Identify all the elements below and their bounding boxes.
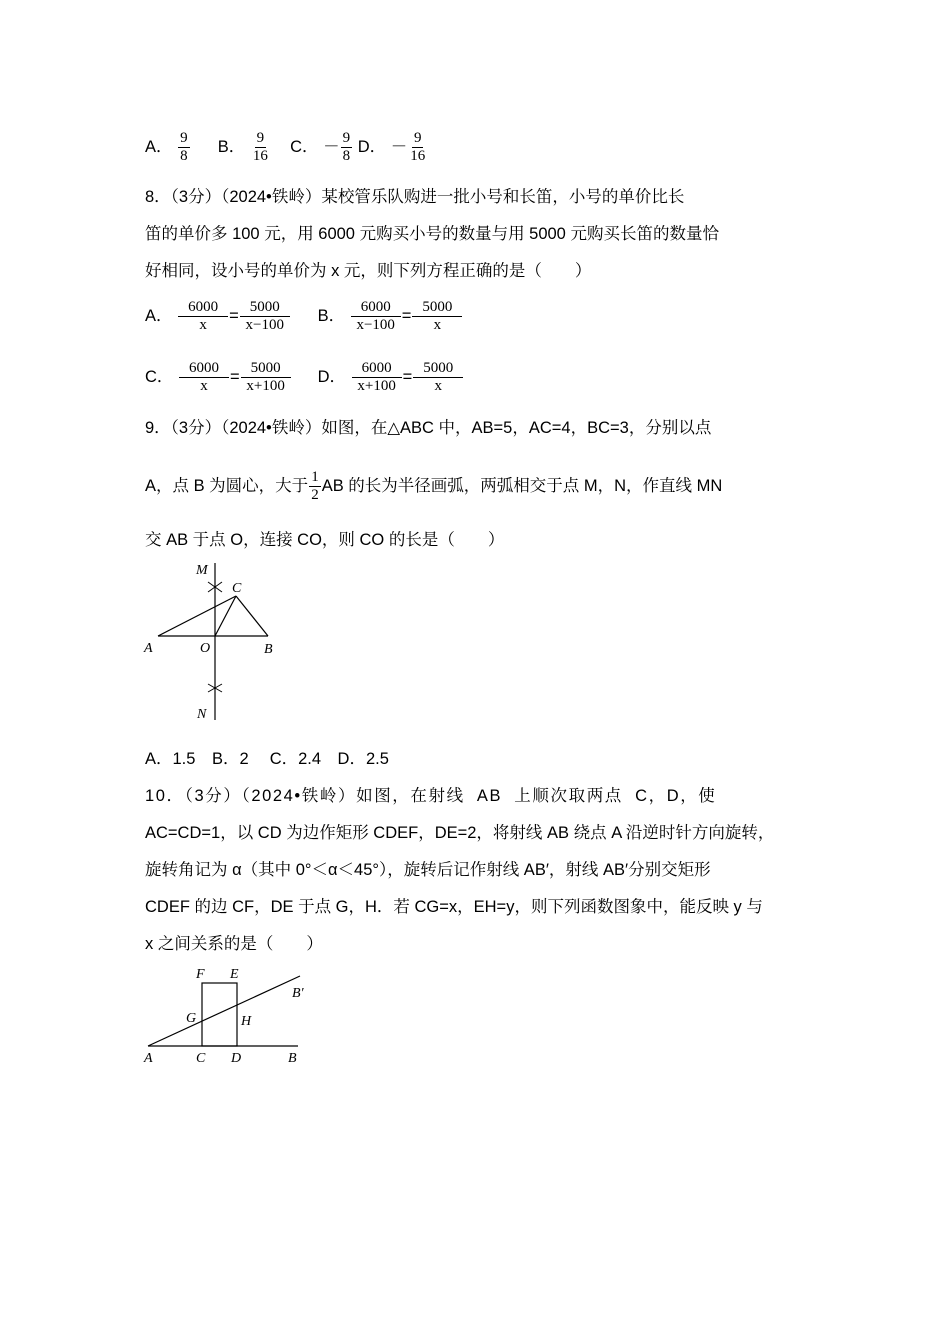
label-b: B (264, 642, 273, 657)
q8-b-right-fraction (412, 299, 462, 334)
q8-options-row-1 (145, 299, 463, 334)
q7-c-den: 8 (342, 148, 351, 164)
q8-options-row-2 (145, 360, 464, 395)
fraction-num: 6000 (179, 360, 229, 378)
q8-b-label: B． (317, 306, 346, 325)
equals-sign: = (402, 367, 413, 386)
q9-half-fraction (309, 469, 321, 504)
label-c: C (196, 1051, 206, 1066)
label-n: N (197, 707, 207, 722)
label-d: D (231, 1051, 242, 1066)
fraction-den: x+100 (246, 378, 285, 394)
fraction-den: x (433, 317, 442, 333)
equals-sign: = (230, 367, 240, 386)
q10-stem-line-2: AC=CD=1，以 CD 为边作矩形 CDEF，DE=2，将射线 AB 绕点 A 沿逆时针方向旋转， (145, 824, 775, 842)
q10-stem-line-4: CDEF 的边 CF，DE 于点 G，H．若 CG=x，EH=y，则下列函数图象中，能反映 y 与 (145, 898, 763, 916)
label-g: G (186, 1011, 197, 1026)
q7-d-fraction (408, 130, 427, 165)
q10-stem-line-5: x 之间关系的是（ ） (145, 935, 323, 953)
label-b: B (288, 1051, 297, 1066)
q7-options (145, 130, 428, 165)
equals-sign: = (401, 306, 412, 325)
q10-stem-line-3: 旋转角记为 α（其中 0°＜α＜45°），旋转后记作射线 AB′，射线 AB′分别交矩形 (145, 861, 711, 879)
fraction-num: 6000 (351, 299, 401, 317)
q7-c-fraction (341, 130, 353, 165)
q8-d-right-fraction (413, 360, 463, 395)
q10-figure (140, 962, 320, 1068)
q7-c-num: 9 (342, 130, 351, 146)
fraction-num: 5000 (240, 299, 290, 317)
q9-line2-part-b: AB 的长为半径画弧，两弧相交于点 M，N，作直线 MN (321, 476, 723, 495)
q8-option-d (318, 360, 465, 395)
fraction-num: 5000 (413, 360, 463, 378)
q8-c-right-fraction (241, 360, 291, 395)
q8-stem-line-3: 好相同，设小号的单价为 x 元，则下列方程正确的是（ ） (145, 262, 592, 280)
q8-a-label: A． (145, 306, 173, 325)
fraction-den: x (434, 378, 442, 394)
q7-a-fraction (178, 130, 190, 165)
q7-c-sign: － (323, 137, 340, 156)
label-h: H (241, 1014, 252, 1029)
q8-a-left-fraction (178, 299, 228, 334)
label-b-prime: B′ (292, 986, 304, 1001)
q7-a-den: 8 (180, 148, 188, 164)
q7-d-den: 16 (410, 148, 426, 164)
label-e: E (230, 967, 239, 982)
q9-stem-line-2 (145, 469, 722, 504)
q8-stem-line-2: 笛的单价多 100 元，用 6000 元购买小号的数量与用 5000 元购买长笛的数量恰 (145, 225, 719, 243)
segment-ac (158, 596, 236, 636)
q7-c-label: C． (290, 137, 319, 156)
label-f: F (196, 967, 205, 982)
q7-option-c (290, 130, 358, 164)
segment-bc (236, 596, 268, 636)
q9-figure (140, 558, 290, 723)
q9-line2-part-a: A，点 B 为圆心，大于 (145, 476, 309, 495)
q7-option-b (217, 130, 276, 164)
q10-stem-line-1: 10．（3分）（2024•铁岭）如图，在射线 AB 上顺次取两点 C，D，使 (145, 787, 717, 805)
q8-d-label: D． (317, 367, 347, 386)
q8-d-left-fraction (352, 360, 402, 395)
q9-stem-line-3: 交 AB 于点 O，连接 CO，则 CO 的长是（ ） (145, 531, 505, 549)
q9-options: A．1.5 B．2 C．2.4 D．2.5 (145, 750, 389, 768)
fraction-den: x+100 (357, 378, 396, 394)
q8-c-label: C． (145, 367, 174, 386)
q7-b-den: 16 (252, 148, 268, 164)
q8-option-b (318, 299, 464, 334)
label-a: A (144, 641, 153, 656)
fraction-den: x (200, 378, 208, 394)
fraction-num: 5000 (412, 299, 462, 317)
fraction-num: 6000 (352, 360, 402, 378)
label-m: M (196, 563, 208, 578)
label-c: C (232, 581, 242, 596)
equals-sign: = (229, 306, 239, 325)
q8-option-c (145, 360, 313, 395)
label-a: A (144, 1051, 153, 1066)
q7-a-num: 9 (180, 130, 188, 146)
fraction-num: 1 (311, 469, 319, 485)
fraction-num: 5000 (241, 360, 291, 378)
fraction-den: 2 (311, 487, 319, 503)
q8-c-left-fraction (179, 360, 229, 395)
q7-b-num: 9 (256, 130, 265, 146)
q7-option-d (357, 130, 429, 164)
q8-option-a (145, 299, 313, 334)
ray-ab-prime (148, 976, 300, 1046)
fraction-den: x−100 (356, 317, 395, 333)
q7-d-label: D． (357, 137, 387, 156)
q8-a-right-fraction (240, 299, 290, 334)
q9-stem-line-1: 9．（3分）（2024•铁岭）如图，在△ABC 中，AB=5，AC=4，BC=3，分别以点 (145, 419, 712, 437)
rectangle-cdef (202, 983, 237, 1046)
q7-d-num: 9 (413, 130, 422, 146)
label-o: O (200, 641, 211, 656)
q7-a-label: A． (145, 137, 173, 156)
q7-b-label: B． (217, 137, 246, 156)
q7-b-fraction (251, 130, 270, 165)
fraction-num: 6000 (178, 299, 228, 317)
q7-option-a (145, 130, 195, 164)
q8-b-left-fraction (351, 299, 401, 334)
q8-stem-line-1: 8．（3分）（2024•铁岭）某校管乐队购进一批小号和长笛，小号的单价比长 (145, 188, 685, 206)
fraction-den: x (199, 317, 207, 333)
q7-d-sign: － (390, 137, 408, 156)
fraction-den: x−100 (245, 317, 284, 333)
